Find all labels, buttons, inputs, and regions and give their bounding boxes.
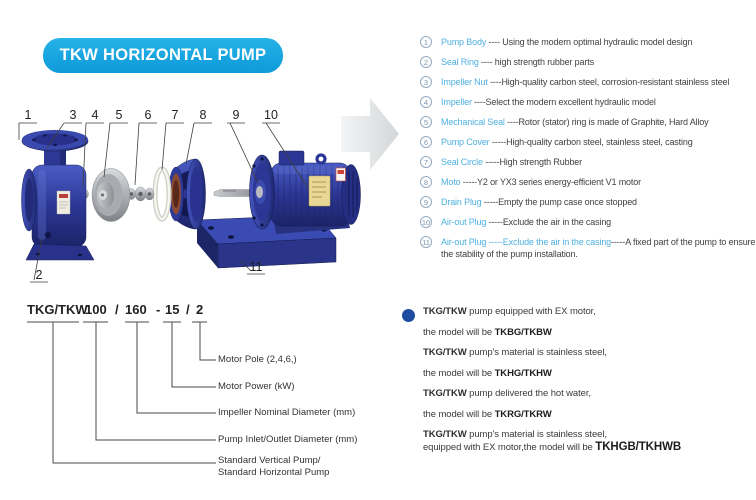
variant-condition xyxy=(423,388,752,409)
variant-text: pump delivered the hot water, xyxy=(466,388,591,399)
model-variants xyxy=(400,306,752,462)
variant-result xyxy=(423,409,752,430)
code-series: TKG/TKW xyxy=(27,302,88,317)
label-inlet-diameter: Pump Inlet/Outlet Diameter (mm) xyxy=(218,434,358,445)
code-pole: 2 xyxy=(196,302,204,317)
label-impeller-diameter: Impeller Nominal Diameter (mm) xyxy=(218,407,356,418)
variant-condition xyxy=(423,347,752,368)
part-number-badge: 10 xyxy=(421,218,431,227)
list-item xyxy=(420,36,756,48)
label-standard-pump xyxy=(218,455,329,478)
pump-feet xyxy=(26,244,94,260)
motor-label xyxy=(336,168,346,181)
code-sep2: - xyxy=(156,302,161,317)
variant-model: TKHG/TKHW xyxy=(494,367,552,379)
part-number-badge: 2 xyxy=(420,56,432,68)
part-desc: ---- high strength rubber parts xyxy=(478,57,594,67)
variant-text: pump equipped with EX motor, xyxy=(466,306,596,317)
label-standard-horizontal: Standard Horizontal Pump xyxy=(218,466,330,478)
part-name: Seal Ring xyxy=(441,57,479,67)
page-title: TKW HORIZONTAL PUMP xyxy=(59,46,267,64)
part-name: Pump Body xyxy=(441,37,487,47)
part-number-badge: 1 xyxy=(420,36,432,48)
part-desc: -----Empty the pump case once stopped xyxy=(481,197,637,207)
part-desc: -----A fixed part of the pump to ensure the stability of the pump installation. xyxy=(441,237,756,260)
part-number-badge: 8 xyxy=(420,176,432,188)
exploded-pump-diagram xyxy=(8,88,408,300)
variant-result xyxy=(423,441,752,462)
label-motor-power: Motor Power (kW) xyxy=(218,381,295,392)
code-impeller: 160 xyxy=(125,302,147,317)
part-number-badge: 11 xyxy=(420,236,432,248)
part-desc: -----Y2 or YX3 series energy-efficient V1 motor xyxy=(460,177,641,187)
diagram-label-10: 10 xyxy=(264,108,278,122)
motor-part xyxy=(214,151,361,229)
part-name: Pump Cover xyxy=(441,137,490,147)
variant-result xyxy=(423,327,752,348)
variant-text: the model will be xyxy=(423,367,495,379)
variant-result xyxy=(423,368,752,389)
variant-model: TKBG/TKBW xyxy=(494,326,552,338)
drain-plug xyxy=(45,232,51,238)
label-motor-pole: Motor Pole (2,4,6,) xyxy=(218,354,297,365)
part-desc: ---- Using the modern optimal hydraulic model design xyxy=(486,37,693,47)
diagram-label-3: 3 xyxy=(69,108,77,122)
title-banner xyxy=(43,38,283,73)
right-arrow-icon xyxy=(341,98,399,170)
diagram-label-6: 6 xyxy=(144,108,152,122)
part-name: Drain Plug xyxy=(441,197,482,207)
part-name: Mechanical Seal xyxy=(441,117,505,127)
list-item xyxy=(420,116,756,128)
code-power: 15 xyxy=(165,302,180,317)
variant-text: the model will be xyxy=(423,326,495,338)
variant-model: TKHGB/TKHWB xyxy=(595,441,682,453)
part-desc: -----Exclude the air in the casing xyxy=(486,217,612,227)
diagram-label-2: 2 xyxy=(35,268,43,282)
list-item xyxy=(420,156,756,168)
parts-list xyxy=(420,36,756,268)
diagram-label-5: 5 xyxy=(115,108,123,122)
variant-text: equipped with EX motor,the model will be xyxy=(423,442,596,453)
part-desc: ----Rotor (stator) ring is made of Graphite, Hard Alloy xyxy=(504,117,709,127)
part-desc: -----High strength Rubber xyxy=(482,157,583,167)
part-number-badge: 4 xyxy=(420,96,432,108)
diagram-label-8: 8 xyxy=(199,108,207,122)
diagram-label-7: 7 xyxy=(171,108,179,122)
lifting-eye xyxy=(317,155,325,163)
part-number-badge: 9 xyxy=(420,196,432,208)
pump-cover-part xyxy=(169,159,206,229)
part-number-badge: 6 xyxy=(420,136,432,148)
part-name: Impeller xyxy=(441,97,472,107)
part-name: Air-out Plug -----Exclude the air in the casing xyxy=(441,237,612,247)
seal-circle-part xyxy=(155,169,169,219)
list-item xyxy=(420,56,756,68)
part-number-badge: 5 xyxy=(420,116,432,128)
pump-body-part xyxy=(22,130,95,260)
variant-lead: TKG/TKW xyxy=(423,306,467,317)
nameplate xyxy=(309,176,330,206)
part-name: Impeller Nut xyxy=(441,77,488,87)
mechanical-seal-part xyxy=(128,187,155,201)
list-item xyxy=(420,176,756,188)
part-number-badge: 7 xyxy=(420,156,432,168)
variant-condition xyxy=(423,306,752,327)
code-sep1: / xyxy=(115,302,119,317)
code-inlet: 100 xyxy=(85,302,107,317)
variant-model: TKRG/TKRW xyxy=(494,408,552,420)
diagram-label-9: 9 xyxy=(232,108,240,122)
variant-condition xyxy=(423,429,752,441)
label-standard-vertical: Standard Vertical Pump/ xyxy=(218,455,321,466)
list-item xyxy=(420,216,756,228)
list-item xyxy=(420,76,756,88)
bullet-icon xyxy=(402,309,415,322)
list-item xyxy=(420,196,756,208)
list-item xyxy=(420,236,756,261)
variant-lead: TKG/TKW xyxy=(423,347,467,358)
part-name: Moto xyxy=(441,177,461,187)
code-sep3: / xyxy=(186,302,190,317)
part-name: Air-out Plug xyxy=(441,217,487,227)
impeller-part xyxy=(92,169,130,222)
part-desc: ----Select the modern excellent hydraulic model xyxy=(471,97,656,107)
diagram-label-11: 11 xyxy=(249,260,263,274)
part-desc: ----High-quality carbon steel, corrosion-resistant stainless steel xyxy=(487,77,730,87)
variant-lead: TKG/TKW xyxy=(423,388,467,399)
variant-text: the model will be xyxy=(423,408,495,420)
part-number-badge: 3 xyxy=(420,76,432,88)
variant-text: pump's material is stainless steel, xyxy=(466,429,607,440)
variant-text: pump's material is stainless steel, xyxy=(466,347,607,358)
diagram-label-4: 4 xyxy=(91,108,99,122)
diagram-label-1: 1 xyxy=(24,108,32,122)
part-name: Seal Circle xyxy=(441,157,483,167)
list-item xyxy=(420,96,756,108)
list-item xyxy=(420,136,756,148)
part-desc: -----High-quality carbon steel, stainless steel, casting xyxy=(489,137,693,147)
variant-lead: TKG/TKW xyxy=(423,429,467,440)
